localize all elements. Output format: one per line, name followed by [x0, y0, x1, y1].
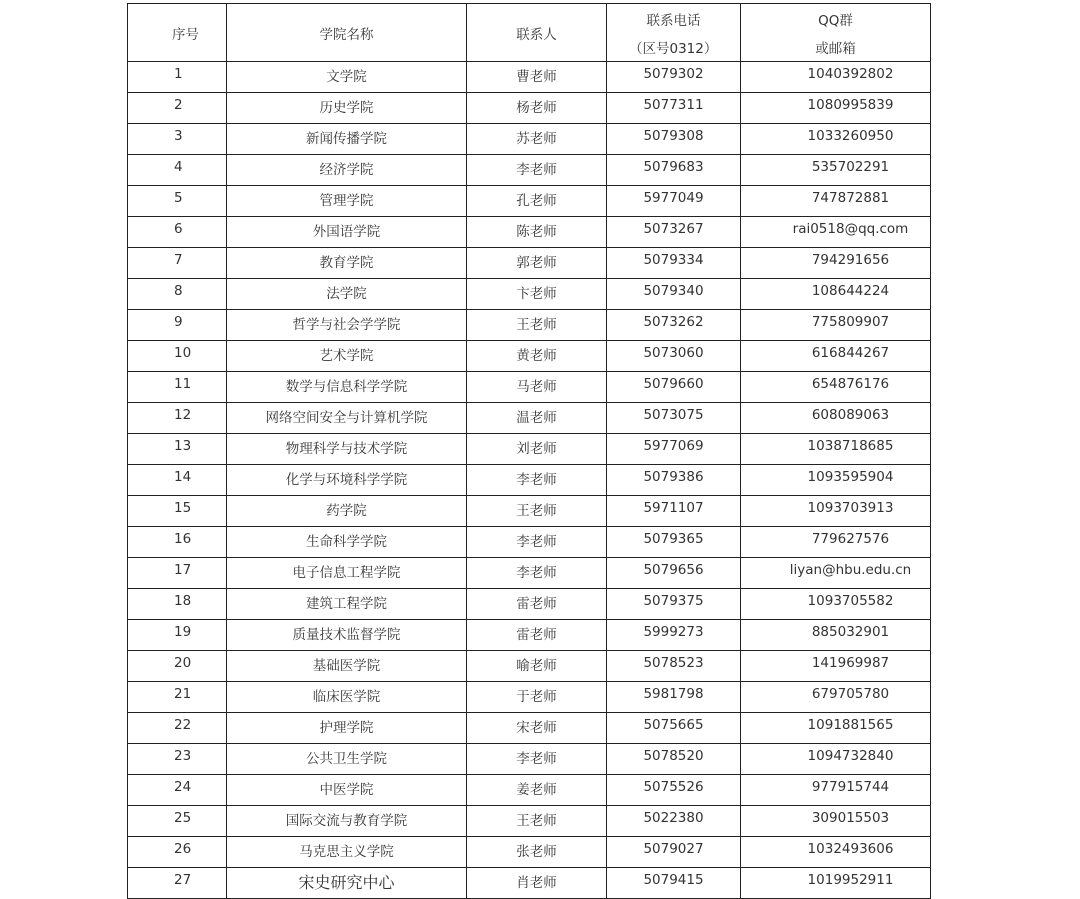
contact-person: 姜老师 [467, 775, 607, 806]
row-number: 6 [128, 217, 227, 248]
row-number: 18 [128, 589, 227, 620]
qq-or-email: 1080995839 [741, 93, 931, 124]
contact-person: 陈老师 [467, 217, 607, 248]
table-header [128, 4, 931, 62]
qq-or-email: 1033260950 [741, 124, 931, 155]
contact-person: 苏老师 [467, 124, 607, 155]
contact-person: 杨老师 [467, 93, 607, 124]
college-name: 基础医学院 [227, 651, 467, 682]
phone-number: 5073060 [607, 341, 741, 372]
contact-person: 黄老师 [467, 341, 607, 372]
college-name: 艺术学院 [227, 341, 467, 372]
qq-or-email: 794291656 [741, 248, 931, 279]
phone-number: 5073267 [607, 217, 741, 248]
contact-person: 王老师 [467, 496, 607, 527]
row-number: 19 [128, 620, 227, 651]
phone-number: 5999273 [607, 620, 741, 651]
college-name: 电子信息工程学院 [227, 558, 467, 589]
college-name: 新闻传播学院 [227, 124, 467, 155]
contact-person: 郭老师 [467, 248, 607, 279]
header-row [128, 4, 931, 62]
phone-number: 5079656 [607, 558, 741, 589]
phone-number: 5077311 [607, 93, 741, 124]
row-number: 13 [128, 434, 227, 465]
college-name: 药学院 [227, 496, 467, 527]
header-phone [607, 4, 741, 62]
contact-person: 卞老师 [467, 279, 607, 310]
header-contact-person: 联系人 [467, 4, 607, 62]
phone-number: 5079365 [607, 527, 741, 558]
college-name: 质量技术监督学院 [227, 620, 467, 651]
contact-person: 李老师 [467, 744, 607, 775]
college-contact-table [127, 3, 931, 899]
table-row [128, 496, 931, 527]
contact-person: 肖老师 [467, 868, 607, 899]
row-number: 2 [128, 93, 227, 124]
row-number: 21 [128, 682, 227, 713]
qq-or-email: rai0518@qq.com [741, 217, 931, 248]
row-number: 23 [128, 744, 227, 775]
table-row [128, 93, 931, 124]
phone-number: 5078520 [607, 744, 741, 775]
qq-or-email: 108644224 [741, 279, 931, 310]
table-row [128, 465, 931, 496]
college-name: 文学院 [227, 62, 467, 93]
table-row [128, 403, 931, 434]
table-row [128, 217, 931, 248]
table-row [128, 651, 931, 682]
phone-number: 5079302 [607, 62, 741, 93]
qq-or-email: 535702291 [741, 155, 931, 186]
phone-number: 5079415 [607, 868, 741, 899]
row-number: 9 [128, 310, 227, 341]
header-qq [741, 4, 931, 62]
phone-number: 5977069 [607, 434, 741, 465]
qq-or-email: 1091881565 [741, 713, 931, 744]
phone-number: 5977049 [607, 186, 741, 217]
phone-number: 5079308 [607, 124, 741, 155]
qq-or-email: 747872881 [741, 186, 931, 217]
college-name: 物理科学与技术学院 [227, 434, 467, 465]
phone-number: 5971107 [607, 496, 741, 527]
college-name: 历史学院 [227, 93, 467, 124]
table-body [128, 62, 931, 899]
college-name: 宋史研究中心 [227, 868, 467, 899]
contact-person: 张老师 [467, 837, 607, 868]
qq-or-email: 1040392802 [741, 62, 931, 93]
contact-person: 刘老师 [467, 434, 607, 465]
contact-person: 宋老师 [467, 713, 607, 744]
phone-number: 5079027 [607, 837, 741, 868]
college-name: 法学院 [227, 279, 467, 310]
table-row [128, 434, 931, 465]
qq-or-email: 977915744 [741, 775, 931, 806]
qq-or-email: 1019952911 [741, 868, 931, 899]
phone-number: 5079340 [607, 279, 741, 310]
header-college-name: 学院名称 [227, 4, 467, 62]
row-number: 17 [128, 558, 227, 589]
college-name: 经济学院 [227, 155, 467, 186]
qq-or-email: 1093705582 [741, 589, 931, 620]
contact-person: 马老师 [467, 372, 607, 403]
qq-or-email: 1093595904 [741, 465, 931, 496]
college-name: 公共卫生学院 [227, 744, 467, 775]
table-row [128, 682, 931, 713]
phone-number: 5981798 [607, 682, 741, 713]
contact-person: 喻老师 [467, 651, 607, 682]
phone-number: 5079660 [607, 372, 741, 403]
phone-number: 5073262 [607, 310, 741, 341]
table-row [128, 589, 931, 620]
header-qq-email: 或邮箱 [815, 41, 856, 57]
phone-number: 5075665 [607, 713, 741, 744]
qq-or-email: 775809907 [741, 310, 931, 341]
row-number: 1 [128, 62, 227, 93]
qq-or-email: 1094732840 [741, 744, 931, 775]
phone-number: 5079334 [607, 248, 741, 279]
college-name: 网络空间安全与计算机学院 [227, 403, 467, 434]
qq-or-email: 1032493606 [741, 837, 931, 868]
header-phone-area-code: （区号0312） [629, 41, 718, 57]
qq-or-email: liyan@hbu.edu.cn [741, 558, 931, 589]
contact-person: 王老师 [467, 806, 607, 837]
qq-or-email: 608089063 [741, 403, 931, 434]
phone-number: 5079375 [607, 589, 741, 620]
row-number: 3 [128, 124, 227, 155]
table-row [128, 372, 931, 403]
table-row [128, 279, 931, 310]
row-number: 24 [128, 775, 227, 806]
college-name: 临床医学院 [227, 682, 467, 713]
college-name: 国际交流与教育学院 [227, 806, 467, 837]
college-name: 管理学院 [227, 186, 467, 217]
contact-person: 李老师 [467, 465, 607, 496]
row-number: 5 [128, 186, 227, 217]
table-row [128, 713, 931, 744]
table-row [128, 527, 931, 558]
contact-person: 雷老师 [467, 620, 607, 651]
qq-or-email: 1038718685 [741, 434, 931, 465]
row-number: 11 [128, 372, 227, 403]
phone-number: 5079683 [607, 155, 741, 186]
phone-number: 5022380 [607, 806, 741, 837]
contact-person: 曹老师 [467, 62, 607, 93]
table-row [128, 806, 931, 837]
college-name: 护理学院 [227, 713, 467, 744]
table-row [128, 341, 931, 372]
row-number: 16 [128, 527, 227, 558]
header-phone-title: 联系电话 [646, 13, 701, 29]
row-number: 12 [128, 403, 227, 434]
qq-or-email: 616844267 [741, 341, 931, 372]
college-name: 外国语学院 [227, 217, 467, 248]
row-number: 25 [128, 806, 227, 837]
table-row [128, 868, 931, 899]
row-number: 4 [128, 155, 227, 186]
qq-or-email: 309015503 [741, 806, 931, 837]
row-number: 7 [128, 248, 227, 279]
phone-number: 5078523 [607, 651, 741, 682]
contact-person: 李老师 [467, 527, 607, 558]
table-row [128, 558, 931, 589]
header-qq-title: QQ群 [818, 13, 853, 29]
contact-person: 王老师 [467, 310, 607, 341]
phone-number: 5073075 [607, 403, 741, 434]
table-row [128, 744, 931, 775]
college-name: 马克思主义学院 [227, 837, 467, 868]
row-number: 15 [128, 496, 227, 527]
table-row [128, 837, 931, 868]
row-number: 14 [128, 465, 227, 496]
contact-person: 孔老师 [467, 186, 607, 217]
qq-or-email: 679705780 [741, 682, 931, 713]
table-row [128, 186, 931, 217]
contact-person: 于老师 [467, 682, 607, 713]
row-number: 8 [128, 279, 227, 310]
table-row [128, 62, 931, 93]
college-name: 中医学院 [227, 775, 467, 806]
row-number: 26 [128, 837, 227, 868]
row-number: 22 [128, 713, 227, 744]
table-row [128, 620, 931, 651]
qq-or-email: 885032901 [741, 620, 931, 651]
college-name: 化学与环境科学学院 [227, 465, 467, 496]
row-number: 20 [128, 651, 227, 682]
row-number: 27 [128, 868, 227, 899]
college-name: 哲学与社会学学院 [227, 310, 467, 341]
qq-or-email: 654876176 [741, 372, 931, 403]
qq-or-email: 1093703913 [741, 496, 931, 527]
table-row [128, 775, 931, 806]
contact-person: 李老师 [467, 558, 607, 589]
phone-number: 5079386 [607, 465, 741, 496]
table-row [128, 310, 931, 341]
college-name: 生命科学学院 [227, 527, 467, 558]
contact-person: 李老师 [467, 155, 607, 186]
contact-person: 温老师 [467, 403, 607, 434]
qq-or-email: 779627576 [741, 527, 931, 558]
college-name: 数学与信息科学学院 [227, 372, 467, 403]
table-row [128, 248, 931, 279]
qq-or-email: 141969987 [741, 651, 931, 682]
college-name: 建筑工程学院 [227, 589, 467, 620]
phone-number: 5075526 [607, 775, 741, 806]
contact-person: 雷老师 [467, 589, 607, 620]
header-number: 序号 [128, 4, 227, 62]
table-row [128, 155, 931, 186]
row-number: 10 [128, 341, 227, 372]
table-row [128, 124, 931, 155]
college-name: 教育学院 [227, 248, 467, 279]
